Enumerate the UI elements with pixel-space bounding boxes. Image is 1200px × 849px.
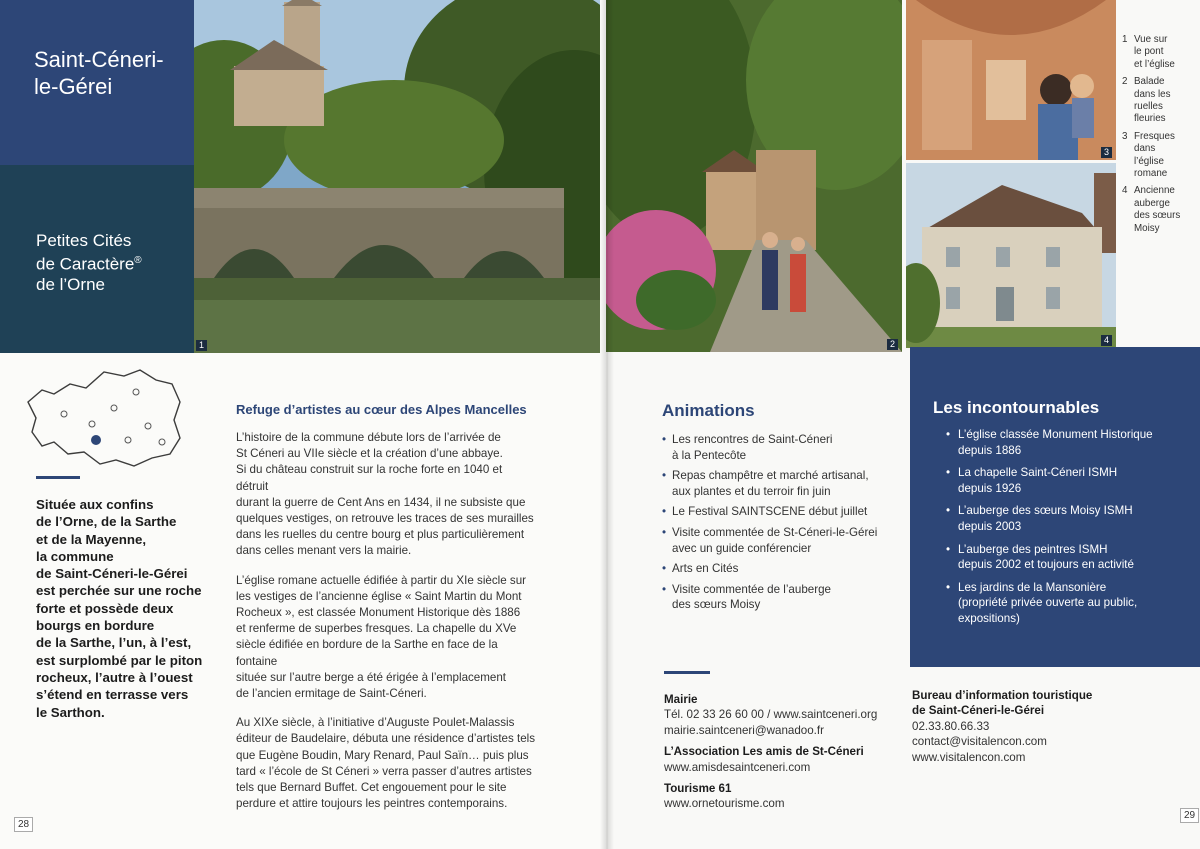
caption-2 [1122,76,1194,126]
list-item: • Les rencontres de Saint-Céneri à la Pentecôte [662,432,902,463]
series-title [36,231,142,295]
association-title: L’Association Les amis de St-Céneri [664,745,864,759]
caption-text: Ancienne auberge des sœurs Moisy [1134,185,1181,234]
contacts-left [664,692,877,812]
mairie-phone-web[interactable]: Tél. 02 33 26 60 00 / www.saintceneri.org [664,708,878,722]
list-item: • Repas champêtre et marché artisanal, aux plantes et du terroir fin juin [662,468,902,499]
bureau-title-2: de Saint-Céneri-le-Gérei [912,704,1045,718]
list-item: • L’auberge des sœurs Moisy ISMH depuis 2003 [934,503,1174,534]
photo-number: 2 [887,339,898,350]
bureau-email[interactable]: contact@visitalencon.com [912,735,1047,749]
page-number-right: 29 [1180,808,1199,823]
mairie-title: Mairie [664,693,698,706]
caption-number: 3 [1122,130,1128,142]
divider [664,671,710,674]
list-item: • L’auberge des peintres ISMH depuis 2002 et toujours en activité [934,542,1174,573]
page-number-left: 28 [14,817,33,832]
photo-street-walk [606,0,902,352]
bureau-title: Bureau d’information touristique [912,689,1093,702]
location-marker [91,435,101,445]
photo-captions [1122,34,1194,240]
association-web[interactable]: www.amisdesaintceneri.com [664,760,811,774]
photo-number: 1 [196,340,207,351]
list-item: • La chapelle Saint-Céneri ISMH depuis 1926 [934,465,1174,496]
caption-1 [1122,34,1194,71]
tourisme-web[interactable]: www.ornetourisme.com [664,797,785,811]
section-heading: Refuge d’artistes au cœur des Alpes Mancelles [236,402,527,417]
caption-number: 2 [1122,76,1128,88]
caption-text: Vue sur le pont et l’église [1134,34,1175,70]
history-text [236,430,536,825]
book-gutter [600,0,614,849]
paragraph: L’église romane actuelle édifiée à partir du XIe siècle sur les vestiges de l’ancienne église « Saint Martin du Mont Rocheux », est classée Monument Historique dès 1886 et renferme de superbes fresques. La chapelle du XVe siècle édifiée en bordure de la Sarthe en face de la fontaine située sur l’autre berge a été érigée à l’emplacement de l’ancien ermitage de Saint-Céneri. [236,573,527,701]
caption-number: 1 [1122,34,1128,45]
photo-auberge [906,163,1116,348]
paragraph: Au XIXe siècle, à l’initiative d’Auguste Poulet-Malassis éditeur de Baudelaire, débuta une résidence d’artistes tels que Eugène Boudin, Mary Renard, Paul Saïn… puis plus tard « l’école de St Céneri » verra passer d’autres artistes tels que Bernard Buffet. Cet engouement pour le site perdure et attire toujours les peintres contemporains. [236,716,536,811]
caption-4 [1122,185,1194,235]
place-title: Saint-Céneri- le-Gérei [34,47,164,99]
orne-map [24,362,184,470]
caption-text: Fresques dans l’église romane [1134,130,1175,180]
divider [36,476,80,479]
bureau-phone[interactable]: 02.33.80.66.33 [912,719,990,733]
contacts-right [912,688,1092,765]
mairie-email[interactable]: mairie.saintceneri@wanadoo.fr [664,723,824,737]
caption-number: 4 [1122,185,1128,197]
list-item: • Les jardins de la Mansonière (propriété privée ouverte au public, expositions) [934,580,1174,627]
list-item: • Le Festival SAINTSCENE début juillet [662,504,902,520]
bureau-web[interactable]: www.visitalencon.com [912,750,1026,764]
list-item: • L’église classée Monument Historique depuis 1886 [934,427,1174,458]
registered-mark: ® [134,255,142,266]
list-item: • Visite commentée de l’auberge des sœurs Moisy [662,582,902,613]
caption-3 [1122,131,1194,181]
paragraph: L’histoire de la commune débute lors de l’arrivée de St Céneri au VIIe siècle et la création d’une abbaye. Si du château construit sur la roche forte en 1040 et détruit durant la guerre de Cent Ans en 1434, il ne subsiste que quelques vestiges, on retrouve les traces de ses murailles dans les ruelles du centre bourg et plus particulièrement dans celles menant vers la mairie. [236,431,534,558]
incontournables-heading: Les incontournables [933,398,1100,417]
incontournables-list [934,427,1174,634]
photo-bridge-church [194,0,600,353]
series-title-end: de l’Orne [36,274,105,294]
animations-list [662,432,902,618]
list-item: • Visite commentée de St-Céneri-le-Gérei avec un guide conférencier [662,525,902,556]
caption-text: Balade dans les ruelles fleuries [1134,76,1171,125]
intro-text: Située aux confins de l’Orne, de la Sarthe et de la Mayenne, la commune de Saint-Céneri-le-Gérei est perchée sur une roche forte et possède deux bourgs en bordure de la Sarthe, l’un, à l’est, est surplombé par le piton rocheux, l’autre à l’ouest s’étend en terrasse vers le Sarthon. [36,497,203,720]
animations-heading: Animations [662,401,755,420]
list-item: • Arts en Cités [662,561,902,577]
photo-number: 4 [1101,335,1112,346]
photo-frescoes [906,0,1116,160]
tourisme-title: Tourisme 61 [664,782,732,796]
photo-number: 3 [1101,147,1112,158]
series-title-main: Petites Cités de Caractère [36,231,135,274]
